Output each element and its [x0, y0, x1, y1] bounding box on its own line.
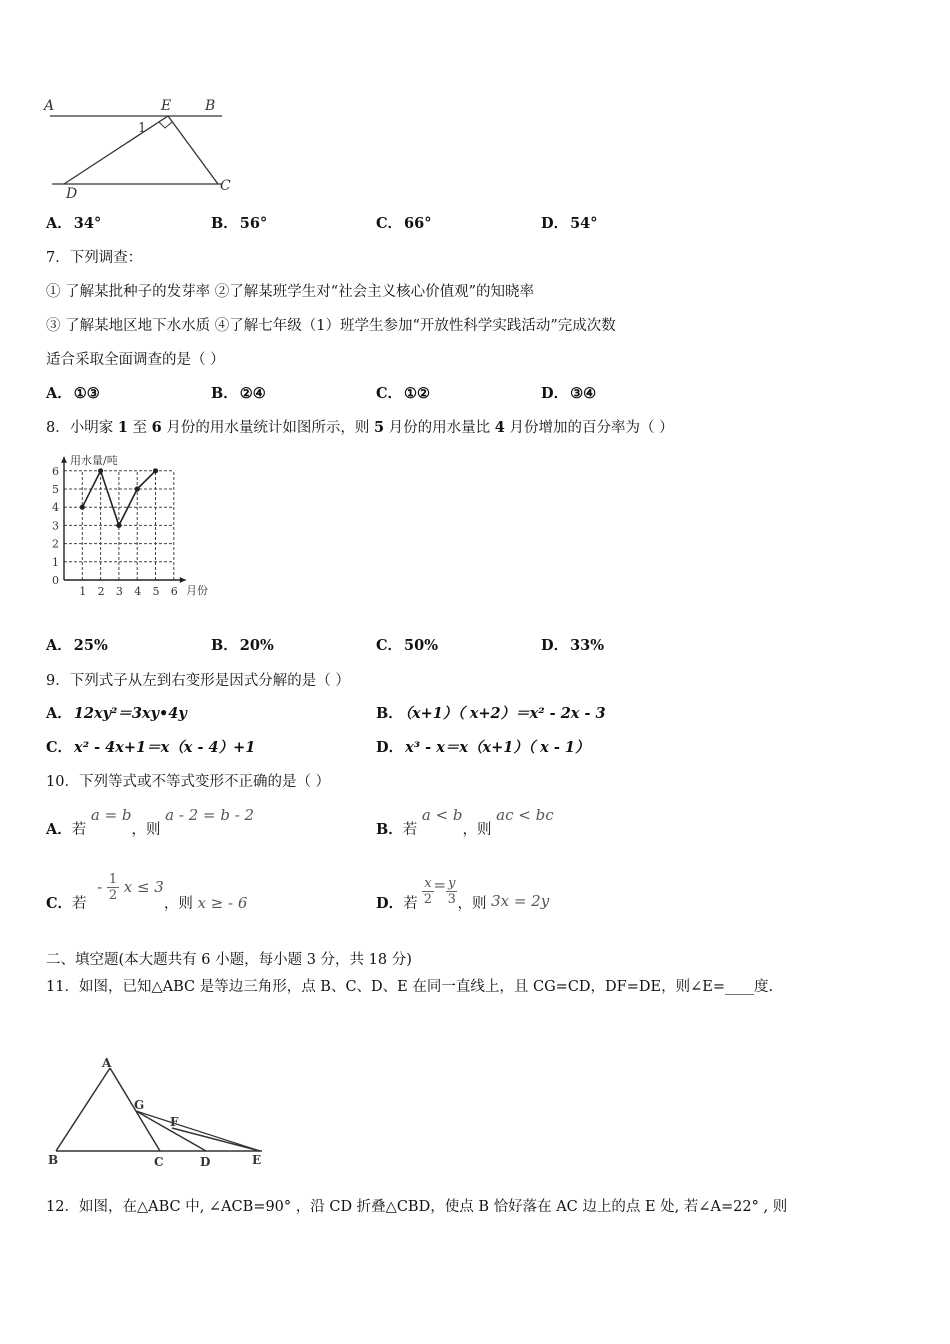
q7-stem: 7．下列调查： [46, 250, 143, 266]
data-point-month-3 [116, 523, 121, 528]
label-a: A [44, 98, 55, 114]
q10-option-d: D．若 $\frac{x}{2}$ = $\frac{y}{3}$ ，则 3x = 2y [376, 875, 550, 912]
q6-option-c: C． 66° [376, 215, 432, 232]
q7-option-c: C． ①② [376, 385, 431, 402]
y-tick-label-4: 4 [52, 501, 59, 515]
x-tick-label-1: 1 [79, 585, 87, 598]
y-axis-arrow [61, 457, 67, 463]
figure-q6 [40, 92, 240, 202]
q9-option-b: B． （x+1）（ x+2）＝x² - 2x - 3 [376, 705, 606, 722]
chart-xlabel: 月份 [186, 584, 208, 597]
q7-option-a: A． ①③ [46, 385, 100, 402]
label-angle-1: 1 [138, 121, 147, 136]
q10-c-fraction: $\frac{1}{2}$ [108, 872, 118, 903]
x-tick-label-4: 4 [134, 585, 142, 598]
q6-option-d: D． 54° [541, 215, 598, 232]
right-angle-mark [159, 122, 172, 128]
q9-option-d: D． x³ - x＝x（x+1）（ x - 1） [376, 739, 590, 756]
segment-ed [64, 116, 168, 184]
label-fig11-b: B [48, 1153, 59, 1167]
x-tick-label-6: 6 [170, 585, 178, 598]
data-point-month-1 [80, 505, 85, 510]
label-fig11-a: A [102, 1056, 112, 1070]
water-usage-chart [40, 448, 220, 604]
q7-option-d: D． ③④ [541, 385, 597, 402]
q10-d-fraction-x: $\frac{x}{2}$ [423, 876, 432, 907]
data-point-month-5 [153, 468, 158, 473]
x-tick-label-5: 5 [152, 585, 160, 598]
chart-ylabel: 用水量/吨 [70, 454, 118, 467]
q8-option-d: D． 33% [541, 637, 605, 654]
q10-d-fraction-y: $\frac{y}{3}$ [447, 876, 456, 907]
q12-stem: 12．如图，在△ABC 中, ∠ACB=90° ，沿 CD 折叠△CBD，使点 B 恰好落在 AC 边上的点 E 处, 若∠A=22° , 则 [46, 1199, 788, 1215]
label-fig11-d: D [200, 1155, 211, 1169]
q9-stem: 9．下列式子从左到右变形是因式分解的是（ ） [46, 673, 350, 689]
q7-item-2: ③ 了解某地区地下水水质 ④了解七年级（1）班学生参加“开放性科学实践活动”完成次数 [46, 318, 616, 334]
q11-stem: 11．如图，已知△ABC 是等边三角形，点 B、C、D、E 在同一直线上，且 CG=CD，DF=DE，则∠E=____度. [46, 979, 774, 995]
y-tick-label-5: 5 [52, 483, 59, 496]
q8-option-b: B． 20% [211, 637, 274, 654]
section-2-title: 二、填空题(本大题共有 6 小题，每小题 3 分，共 18 分) [46, 952, 412, 968]
q7-question: 适合采取全面调查的是（ ） [46, 352, 225, 368]
x-tick-label-2: 2 [97, 585, 105, 598]
segment-ab [56, 1068, 110, 1151]
label-fig11-f: F [170, 1115, 179, 1129]
y-tick-label-1: 1 [52, 555, 59, 569]
q10-option-b: B．若 a < b，则 ac < bc [376, 806, 554, 838]
label-c: C [220, 178, 231, 194]
y-tick-label-3: 3 [52, 519, 59, 533]
label-d: D [66, 186, 78, 202]
segment-ec [168, 116, 218, 184]
figure-q11 [40, 1056, 272, 1172]
q10-option-a: A．若 a = b，则 a - 2 = b - 2 [46, 806, 255, 838]
q9-option-a: A． 12xy²＝3xy•4y [46, 705, 187, 722]
q7-item-1: ① 了解某批种子的发芽率 ②了解某班学生对“社会主义核心价值观”的知晓率 [46, 284, 535, 300]
label-b: B [205, 98, 216, 114]
x-tick-label-3: 3 [115, 585, 123, 598]
label-fig11-g: G [134, 1098, 145, 1112]
label-fig11-e: E [252, 1153, 262, 1167]
q10-stem: 10．下列等式或不等式变形不正确的是（ ） [46, 774, 331, 790]
y-tick-label-6: 6 [52, 464, 59, 478]
q6-option-a: A． 34° [46, 215, 102, 232]
segment-ge [136, 1111, 260, 1151]
label-fig11-c: C [154, 1155, 164, 1169]
q6-option-b: B． 56° [211, 215, 268, 232]
q8-option-a: A． 25% [46, 637, 108, 654]
x-axis-arrow [180, 577, 186, 583]
data-point-month-4 [135, 486, 140, 491]
y-tick-label-0: 0 [52, 574, 59, 587]
data-point-month-2 [98, 468, 103, 473]
q10-option-c: C．若 - $\frac{1}{2}$ x ≤ 3，则 x ≥ - 6 [46, 872, 248, 912]
q7-option-b: B． ②④ [211, 385, 266, 402]
q8-stem: 8．小明家 1 至 6 月份的用水量统计如图所示，则 5 月份的用水量比 4 月份增加的百分率为（ ） [46, 419, 674, 436]
q9-option-c: C． x² - 4x+1＝x（x - 4）+1 [46, 739, 256, 756]
y-tick-label-2: 2 [52, 537, 59, 551]
q8-option-c: C． 50% [376, 637, 439, 654]
label-e: E [161, 98, 172, 114]
